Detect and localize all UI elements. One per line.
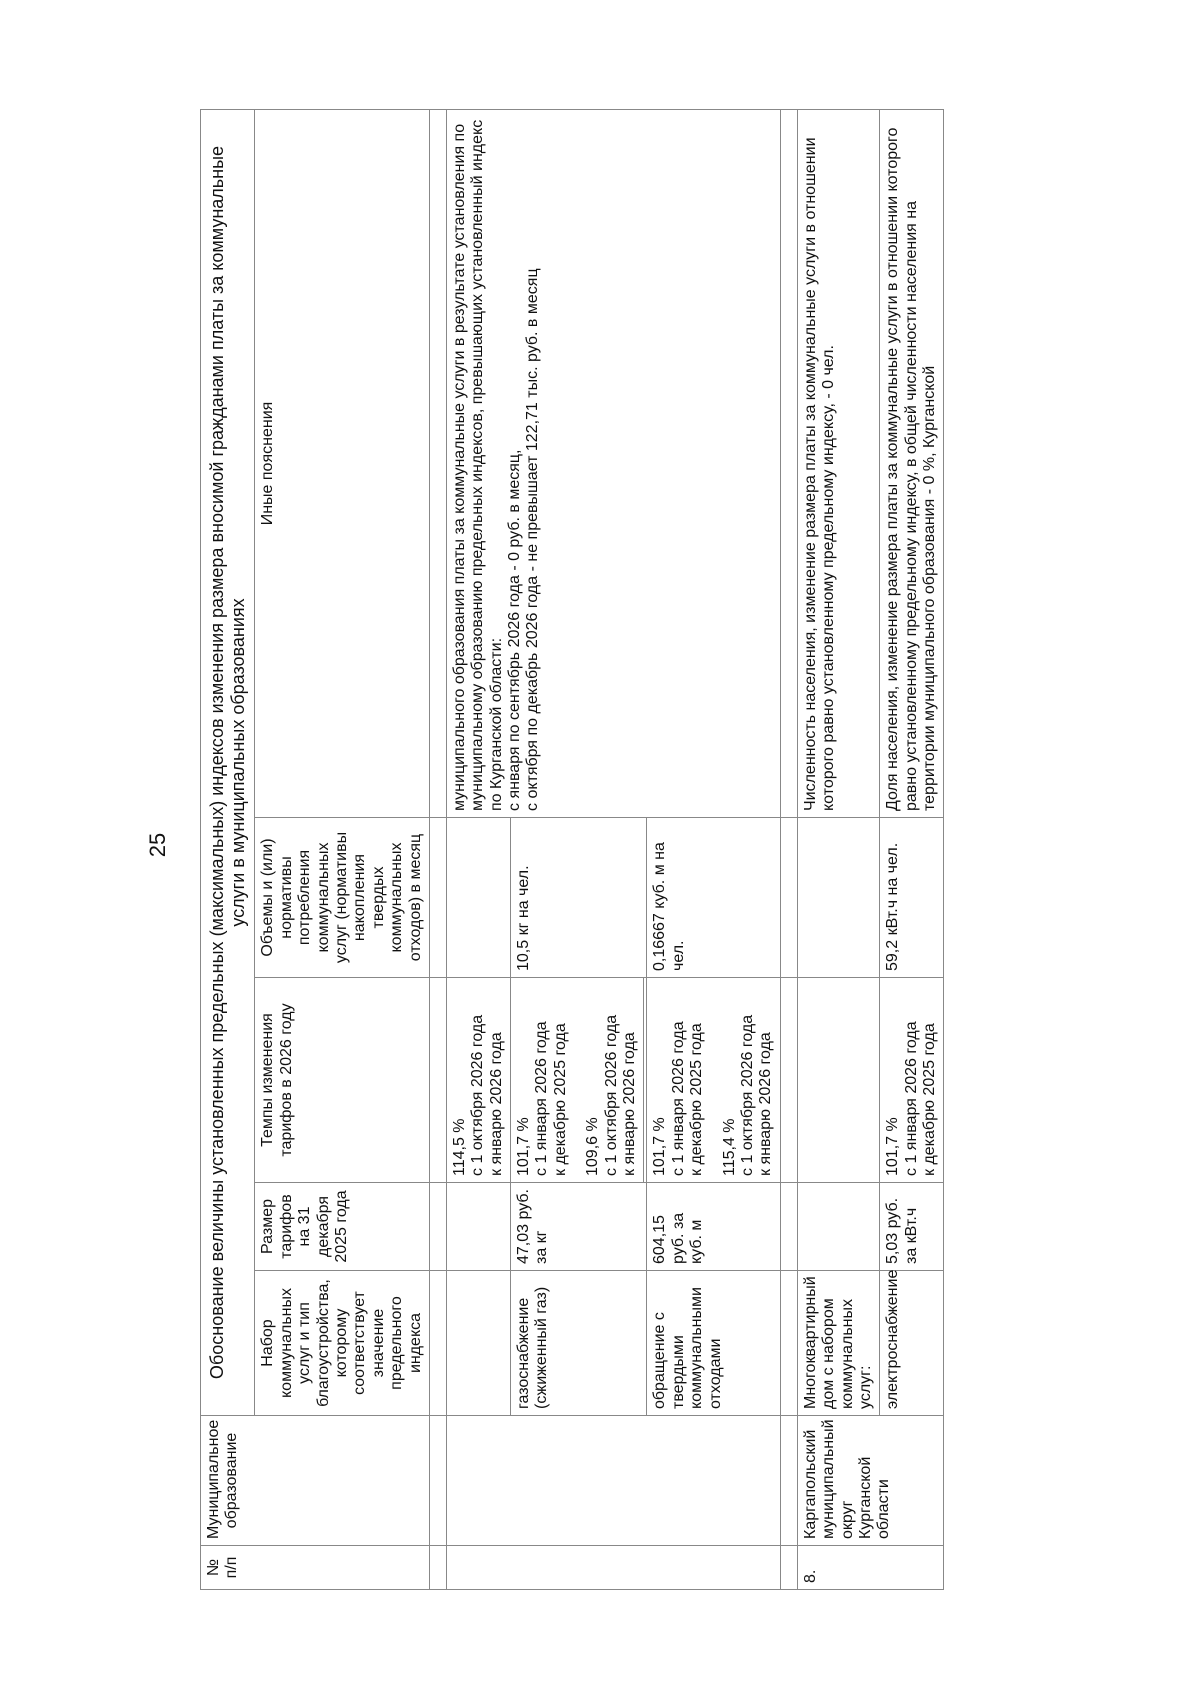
municipality-cell: Каргапольский муниципальный округ Курганской области bbox=[797, 1416, 944, 1546]
notes-cell: Численность населения, изменение размера платы за коммунальные услуги в отношении которого равно установленному предельному индексу, - 0 чел. bbox=[797, 109, 880, 817]
notes-text: муниципального образования платы за коммунальные услуги в результате установления по муниципальному образованию предельных индексов, превышающих установленный индекс по Курганской области: bbox=[450, 119, 505, 811]
rate-cell bbox=[647, 978, 780, 1183]
justification-table bbox=[200, 109, 944, 1590]
table-row-8 bbox=[797, 109, 880, 1589]
separator-row bbox=[429, 109, 446, 1589]
separator-row bbox=[780, 109, 797, 1589]
notes-cell: Доля населения, изменение размера платы за коммунальные услуги в отношении которого равно установленному предельному индексу, в общей численности населения на территории муниципального образования - 0 %, Курганской bbox=[880, 109, 944, 817]
service-group-cell: Многоквартирный дом с набором коммунальных услуг: bbox=[797, 1271, 880, 1416]
col-municipality-header: Муниципальное образование bbox=[201, 1416, 430, 1546]
table-row-continuation bbox=[446, 109, 510, 1589]
col-notes-header: Иные пояснения bbox=[255, 109, 430, 817]
notes-cell bbox=[446, 109, 780, 817]
tariff-cell: 604,15 руб. за куб. м bbox=[647, 1183, 780, 1271]
rate-cell bbox=[511, 978, 644, 1183]
tariff-cell: 5,03 руб. за кВт.ч bbox=[880, 1183, 944, 1271]
volume-cell: 0,16667 куб. м на чел. bbox=[647, 818, 780, 978]
service-cell: обращение с твердыми коммунальными отходами bbox=[647, 1271, 780, 1416]
rate-cell: 114,5 % с 1 октября 2026 года к январю 2026 года bbox=[446, 978, 510, 1183]
header-row-title bbox=[201, 109, 255, 1589]
rate-text-2: 115,4 % с 1 октября 2026 года к январю 2026 года bbox=[720, 1014, 775, 1176]
row-number: 8. bbox=[797, 1546, 944, 1590]
col-tariff-header: Размер тарифов на 31 декабря 2025 года bbox=[255, 1183, 430, 1271]
header-row-sub bbox=[255, 109, 430, 1589]
rate-text-2: 109,6 % с 1 октября 2026 года к январю 2026 года bbox=[584, 1014, 639, 1176]
volume-cell: 10,5 кг на чел. bbox=[511, 818, 647, 978]
table-row-electricity bbox=[880, 109, 944, 1589]
col-set-header: Набор коммунальных услуг и тип благоустройства, которому соответствует значение предельного индекса bbox=[255, 1271, 430, 1416]
tariff-cell: 47,03 руб. за кг bbox=[511, 1183, 647, 1271]
rotated-page bbox=[200, 110, 1150, 1590]
service-cell: газоснабжение (сжиженный газ) bbox=[511, 1271, 647, 1416]
col-volumes-header: Объемы и (или) нормативы потребления коммунальных услуг (нормативы накопления твердых коммунальных отходов) в месяц bbox=[255, 818, 430, 978]
col-rates-header: Темпы изменения тарифов в 2026 году bbox=[255, 978, 430, 1183]
service-cell: электроснабжение bbox=[880, 1271, 944, 1416]
table-title: Обоснование величины установленных предельных (максимальных) индексов изменения размера вносимой гражданами платы за коммунальные услуги в муниципальных образованиях bbox=[201, 109, 255, 1415]
col-no-header: № п/п bbox=[201, 1546, 430, 1590]
rate-text-1: 101,7 % с 1 января 2026 года к декабрю 2025 года bbox=[651, 1021, 706, 1176]
notes-gas-text: с января по сентябрь 2026 года - 0 руб. в месяц, с октября по декабрь 2026 года - не превышает 122,71 тыс. руб. в месяц bbox=[506, 268, 542, 811]
rate-text-1: 101,7 % с 1 января 2026 года к декабрю 2025 года bbox=[515, 1021, 569, 1176]
rate-cell: 101,7 % с 1 января 2026 года к декабрю 2025 года bbox=[880, 978, 944, 1183]
page-number: 25 bbox=[145, 832, 170, 858]
volume-cell: 59,2 кВт.ч на чел. bbox=[880, 818, 944, 978]
